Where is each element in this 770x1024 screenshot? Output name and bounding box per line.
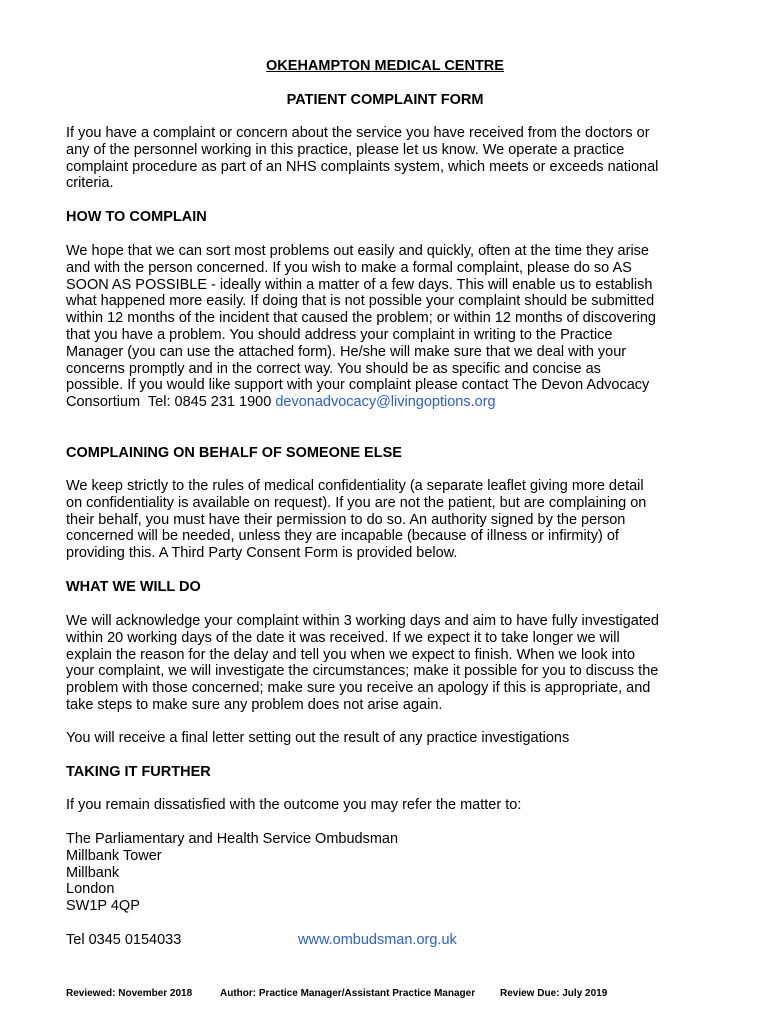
text-line: within 20 working days of the date it was received. If we expect it to take longer we will bbox=[66, 629, 620, 646]
ombudsman-tel: Tel 0345 0154033 bbox=[66, 932, 182, 948]
ombudsman-contact-row bbox=[66, 932, 716, 949]
text-line: concerned will be needed, unless they are incapable (because of illness or infirmity) of bbox=[66, 528, 619, 545]
how-to-complain-heading: HOW TO COMPLAIN bbox=[66, 209, 207, 225]
address-line: Millbank bbox=[66, 864, 120, 881]
text-line: We will acknowledge your complaint within 3 working days and aim to have fully investigated bbox=[66, 613, 659, 629]
text-line: concerns promptly and in the correct way. You should be as specific and concise as bbox=[66, 360, 601, 377]
taking-further-intro: If you remain dissatisfied with the outcome you may refer the matter to: bbox=[66, 797, 522, 813]
what-we-do-paragraph bbox=[66, 613, 716, 714]
consortium-tel-text: Consortium Tel: 0845 231 1900 bbox=[66, 394, 276, 411]
text-line: complaint procedure as part of an NHS complaints system, which meets or exceeds national bbox=[66, 158, 659, 175]
how-to-complain-paragraph bbox=[66, 243, 716, 411]
final-letter-text: You will receive a final letter setting out the result of any practice investigations bbox=[66, 730, 570, 746]
text-line: problem with those concerned; make sure you receive an apology if this is appropriate, and bbox=[66, 680, 651, 697]
org-name: OKEHAMPTON MEDICAL CENTRE bbox=[266, 58, 504, 74]
address-line: The Parliamentary and Health Service Ombudsman bbox=[66, 831, 399, 847]
address-line: London bbox=[66, 881, 115, 898]
intro-paragraph bbox=[66, 125, 716, 192]
advocacy-email-link[interactable]: devonadvocacy@livingoptions.org bbox=[275, 394, 496, 411]
text-line bbox=[66, 394, 716, 411]
behalf-heading: COMPLAINING ON BEHALF OF SOMEONE ELSE bbox=[66, 445, 402, 461]
text-line: their behalf, you must have their permission to do so. An authority signed by the person bbox=[66, 511, 626, 528]
footer-author: Author: Practice Manager/Assistant Practice Manager bbox=[220, 988, 476, 999]
text-line: take steps to make sure any problem does not arise again. bbox=[66, 696, 443, 713]
text-line: Manager (you can use the attached form). He/she will make sure that we deal with your bbox=[66, 343, 627, 360]
footer-review-due: Review Due: July 2019 bbox=[500, 988, 608, 999]
text-line: within 12 months of the incident that caused the problem; or within 12 months of discovering bbox=[66, 310, 656, 327]
text-line: your complaint, we will investigate the circumstances; make it possible for you to discuss the bbox=[66, 663, 659, 680]
text-line: and with the person concerned. If you wish to make a formal complaint, please do so AS bbox=[66, 259, 632, 276]
behalf-paragraph bbox=[66, 478, 716, 562]
ombudsman-address bbox=[66, 831, 716, 915]
address-line: SW1P 4QP bbox=[66, 898, 140, 915]
text-line: that you have a problem. You should address your complaint in writing to the Practice bbox=[66, 326, 613, 343]
text-line: possible. If you would like support with your complaint please contact The Devon Advocacy bbox=[66, 377, 650, 394]
address-line: Millbank Tower bbox=[66, 847, 162, 864]
text-line: We keep strictly to the rules of medical confidentiality (a separate leaflet giving more detail bbox=[66, 478, 644, 494]
text-line: explain the reason for the delay and tell you when we expect to finish. When we look into bbox=[66, 646, 636, 663]
text-line: SOON AS POSSIBLE - ideally within a matter of a few days. This will enable us to establish bbox=[66, 276, 653, 293]
taking-further-heading: TAKING IT FURTHER bbox=[66, 764, 211, 780]
text-line: providing this. A Third Party Consent Form is provided below. bbox=[66, 545, 458, 562]
text-line: We hope that we can sort most problems out easily and quickly, often at the time they arise bbox=[66, 243, 649, 259]
ombudsman-website-link[interactable]: www.ombudsman.org.uk bbox=[298, 932, 457, 948]
what-we-do-heading: WHAT WE WILL DO bbox=[66, 579, 201, 595]
text-line: on confidentiality is available on request). If you are not the patient, but are complaining on bbox=[66, 494, 647, 511]
footer-reviewed: Reviewed: November 2018 bbox=[66, 988, 193, 999]
text-line: what happened more easily. If doing that is not possible your complaint should be submitted bbox=[66, 293, 655, 310]
form-title: PATIENT COMPLAINT FORM bbox=[286, 92, 484, 108]
text-line: any of the personnel working in this practice, please let us know. We operate a practice bbox=[66, 141, 625, 158]
text-line: criteria. bbox=[66, 175, 114, 192]
text-line: If you have a complaint or concern about the service you have received from the doctors or bbox=[66, 125, 650, 141]
